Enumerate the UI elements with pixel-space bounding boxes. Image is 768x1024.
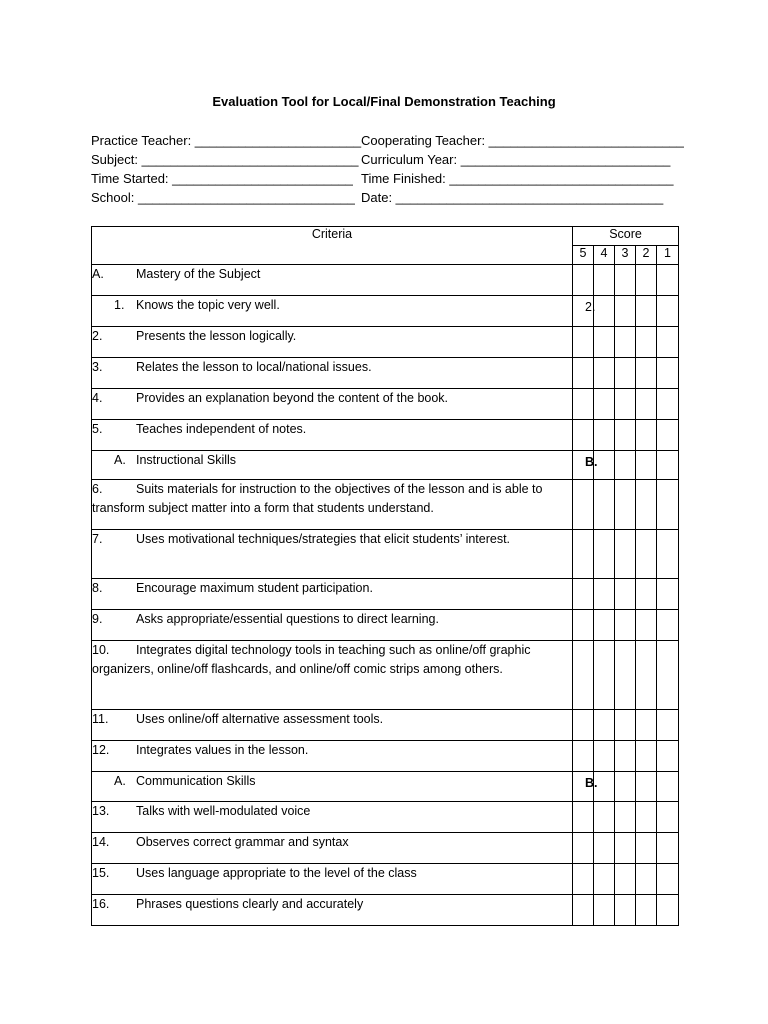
criteria-cell xyxy=(92,480,573,530)
score-cell-3[interactable] xyxy=(615,420,636,451)
score-cell-3[interactable] xyxy=(615,358,636,389)
criteria-cell xyxy=(92,296,573,327)
score-level-2: 2 xyxy=(636,246,657,265)
criteria-number: 6. xyxy=(92,482,103,496)
criteria-text: Integrates values in the lesson. xyxy=(136,743,309,757)
score-cell-5[interactable] xyxy=(573,480,594,530)
score-cell-4[interactable] xyxy=(594,641,615,710)
score-cell-3[interactable] xyxy=(615,265,636,296)
criteria-row xyxy=(92,420,679,451)
score-cell-2[interactable] xyxy=(636,641,657,710)
criteria-number: 7. xyxy=(92,532,103,546)
score-cell-1[interactable] xyxy=(657,802,679,833)
score-header: Score xyxy=(573,227,679,246)
criteria-number: 13. xyxy=(92,804,110,818)
score-cell-4[interactable] xyxy=(594,265,615,296)
criteria-cell xyxy=(92,579,573,610)
criteria-row xyxy=(92,802,679,833)
score-cell-1[interactable] xyxy=(657,265,679,296)
criteria-cell xyxy=(92,710,573,741)
criteria-number: 8. xyxy=(92,581,103,595)
criteria-text: Asks appropriate/essential questions to direct learning. xyxy=(136,612,439,626)
criteria-number: 10. xyxy=(92,643,110,657)
score-cell-3[interactable] xyxy=(615,802,636,833)
score-cell-5[interactable] xyxy=(573,265,594,296)
criteria-row xyxy=(92,741,679,772)
score-cell-5[interactable] xyxy=(573,327,594,358)
score-cell-2[interactable] xyxy=(636,265,657,296)
header-row-4 xyxy=(91,190,691,209)
score-cell-3[interactable] xyxy=(615,833,636,864)
score-cell-2[interactable] xyxy=(636,530,657,579)
score-cell-3[interactable] xyxy=(615,296,636,327)
score-mark: B. xyxy=(585,455,598,469)
score-cell-4[interactable] xyxy=(594,833,615,864)
score-cell-3[interactable] xyxy=(615,389,636,420)
score-cell-2[interactable] xyxy=(636,296,657,327)
score-cell-4[interactable] xyxy=(594,358,615,389)
score-cell-4[interactable] xyxy=(594,389,615,420)
score-cell-1[interactable] xyxy=(657,530,679,579)
score-cell-3[interactable] xyxy=(615,741,636,772)
criteria-row xyxy=(92,389,679,420)
criteria-text: Talks with well-modulated voice xyxy=(136,804,311,818)
practice-teacher-field[interactable]: Practice Teacher: _______________________ xyxy=(91,133,362,148)
criteria-row xyxy=(92,327,679,358)
score-cell-2[interactable] xyxy=(636,327,657,358)
score-cell-5[interactable] xyxy=(573,610,594,641)
criteria-row xyxy=(92,895,679,926)
criteria-number: 9. xyxy=(92,612,103,626)
criteria-cell xyxy=(92,833,573,864)
curriculum-year-field[interactable]: Curriculum Year: _____________________________ xyxy=(361,152,671,167)
score-cell-5[interactable] xyxy=(573,579,594,610)
score-cell-1[interactable] xyxy=(657,480,679,530)
criteria-text: Instructional Skills xyxy=(136,453,237,467)
score-cell-2[interactable] xyxy=(636,610,657,641)
score-cell-1[interactable] xyxy=(657,895,679,926)
score-level-3: 3 xyxy=(615,246,636,265)
score-cell-1[interactable] xyxy=(657,864,679,895)
score-cell-3[interactable] xyxy=(615,710,636,741)
score-cell-3[interactable] xyxy=(615,772,636,802)
criteria-cell xyxy=(92,327,573,358)
criteria-text: Mastery of the Subject xyxy=(136,267,261,281)
score-cell-4[interactable] xyxy=(594,741,615,772)
score-cell-1[interactable] xyxy=(657,358,679,389)
score-cell-5[interactable] xyxy=(573,741,594,772)
score-cell-5[interactable] xyxy=(573,895,594,926)
criteria-row xyxy=(92,864,679,895)
score-cell-2[interactable] xyxy=(636,741,657,772)
criteria-row xyxy=(92,833,679,864)
score-level-5: 5 xyxy=(573,246,594,265)
criteria-text: Relates the lesson to local/national issues. xyxy=(136,360,372,374)
criteria-cell xyxy=(92,420,573,451)
score-cell-5[interactable] xyxy=(573,296,594,327)
criteria-cell xyxy=(92,772,573,802)
criteria-cell xyxy=(92,358,573,389)
criteria-number: 4. xyxy=(92,391,103,405)
criteria-cell xyxy=(92,802,573,833)
score-cell-1[interactable] xyxy=(657,833,679,864)
criteria-number: 12. xyxy=(92,743,110,757)
criteria-cell xyxy=(92,864,573,895)
score-cell-5[interactable] xyxy=(573,772,598,802)
criteria-row xyxy=(92,610,679,641)
score-cell-3[interactable] xyxy=(615,327,636,358)
score-cell-2[interactable] xyxy=(636,451,657,480)
score-cell-2[interactable] xyxy=(636,420,657,451)
criteria-text: Phrases questions clearly and accurately xyxy=(136,897,364,911)
school-field[interactable]: School: ______________________________ xyxy=(91,190,355,205)
criteria-cell xyxy=(92,610,573,641)
score-cell-5[interactable] xyxy=(573,420,594,451)
criteria-text: Observes correct grammar and syntax xyxy=(136,835,349,849)
score-cell-4[interactable] xyxy=(594,451,615,480)
score-cell-5[interactable] xyxy=(573,530,594,579)
criteria-number: 5. xyxy=(92,422,103,436)
criteria-number: A. xyxy=(114,453,126,467)
criteria-row xyxy=(92,641,679,710)
score-cell-5[interactable] xyxy=(573,710,594,741)
criteria-number: 1. xyxy=(114,298,125,312)
header-row-1 xyxy=(91,133,691,152)
score-cell-3[interactable] xyxy=(615,864,636,895)
score-cell-1[interactable] xyxy=(657,741,679,772)
score-cell-3[interactable] xyxy=(615,451,636,480)
evaluation-table xyxy=(91,226,679,926)
score-cell-1[interactable] xyxy=(657,641,679,710)
score-cell-3[interactable] xyxy=(615,641,636,710)
score-cell-1[interactable] xyxy=(657,579,679,610)
criteria-text: Suits materials for instruction to the objectives of the lesson and is able to transform subject matter into a form that students understand. xyxy=(92,482,543,515)
score-level-1: 1 xyxy=(657,246,679,265)
score-cell-1[interactable] xyxy=(657,327,679,358)
criteria-text: Encourage maximum student participation. xyxy=(136,581,373,595)
score-cell-3[interactable] xyxy=(615,530,636,579)
criteria-number: 14. xyxy=(92,835,110,849)
score-cell-5[interactable] xyxy=(573,802,594,833)
score-cell-2[interactable] xyxy=(636,480,657,530)
score-mark: 2. xyxy=(585,300,596,314)
score-cell-2[interactable] xyxy=(636,579,657,610)
criteria-number: 2. xyxy=(92,329,103,343)
criteria-text: Integrates digital technology tools in teaching such as online/off graphic organizers, online/off flashcards, and online/off comic strips among others. xyxy=(92,643,531,676)
criteria-cell xyxy=(92,895,573,926)
criteria-text: Uses motivational techniques/strategies that elicit students’ interest. xyxy=(136,532,511,546)
score-cell-2[interactable] xyxy=(636,895,657,926)
score-cell-5[interactable] xyxy=(573,833,594,864)
criteria-text: Provides an explanation beyond the content of the book. xyxy=(136,391,449,405)
score-cell-4[interactable] xyxy=(594,579,615,610)
score-cell-4[interactable] xyxy=(594,480,615,530)
criteria-header: Criteria xyxy=(92,227,573,265)
criteria-text: Teaches independent of notes. xyxy=(136,422,307,436)
score-cell-4[interactable] xyxy=(594,802,615,833)
score-cell-2[interactable] xyxy=(636,389,657,420)
criteria-row xyxy=(92,772,679,802)
criteria-text: Knows the topic very well. xyxy=(136,298,280,312)
criteria-row xyxy=(92,480,679,530)
criteria-number: 3. xyxy=(92,360,103,374)
criteria-row xyxy=(92,710,679,741)
score-cell-1[interactable] xyxy=(657,772,679,802)
criteria-text: Presents the lesson logically. xyxy=(136,329,297,343)
score-cell-4[interactable] xyxy=(594,296,615,327)
score-cell-4[interactable] xyxy=(594,772,615,802)
score-cell-1[interactable] xyxy=(657,389,679,420)
subject-field[interactable]: Subject: ______________________________ xyxy=(91,152,359,167)
criteria-text: Communication Skills xyxy=(136,774,256,788)
criteria-text: Uses language appropriate to the level of the class xyxy=(136,866,417,880)
criteria-row xyxy=(92,358,679,389)
score-cell-1[interactable] xyxy=(657,610,679,641)
criteria-number: 11. xyxy=(92,712,109,726)
document-title: Evaluation Tool for Local/Final Demonstration Teaching xyxy=(212,94,556,109)
score-cell-5[interactable] xyxy=(573,358,594,389)
score-cell-3[interactable] xyxy=(615,579,636,610)
criteria-row xyxy=(92,451,679,480)
score-level-4: 4 xyxy=(594,246,615,265)
criteria-number: 15. xyxy=(92,866,110,880)
score-cell-4[interactable] xyxy=(594,610,615,641)
criteria-number: 16. xyxy=(92,897,110,911)
score-cell-2[interactable] xyxy=(636,864,657,895)
score-cell-1[interactable] xyxy=(657,710,679,741)
date-field[interactable]: Date: _____________________________________ xyxy=(361,190,664,205)
score-cell-4[interactable] xyxy=(594,895,615,926)
criteria-rows xyxy=(92,265,679,926)
score-cell-3[interactable] xyxy=(615,610,636,641)
score-cell-1[interactable] xyxy=(657,296,679,327)
criteria-cell xyxy=(92,641,573,710)
score-cell-4[interactable] xyxy=(594,710,615,741)
score-cell-5[interactable] xyxy=(573,641,594,710)
criteria-row xyxy=(92,530,679,579)
criteria-row xyxy=(92,265,679,296)
criteria-cell xyxy=(92,451,573,480)
score-cell-4[interactable] xyxy=(594,420,615,451)
criteria-text: Uses online/off alternative assessment tools. xyxy=(136,712,384,726)
score-cell-1[interactable] xyxy=(657,451,679,480)
time-finished-field[interactable]: Time Finished: _______________________________ xyxy=(361,171,674,186)
score-cell-2[interactable] xyxy=(636,358,657,389)
score-mark: B. xyxy=(585,776,598,790)
criteria-number: A. xyxy=(92,267,104,281)
score-cell-5[interactable] xyxy=(573,451,598,480)
score-cell-1[interactable] xyxy=(657,420,679,451)
score-cell-2[interactable] xyxy=(636,710,657,741)
criteria-number: A. xyxy=(114,774,126,788)
header-row-3 xyxy=(91,171,691,190)
score-cell-5[interactable] xyxy=(573,389,594,420)
score-cell-4[interactable] xyxy=(594,864,615,895)
criteria-cell xyxy=(92,530,573,579)
score-cell-3[interactable] xyxy=(615,895,636,926)
criteria-cell xyxy=(92,741,573,772)
score-cell-4[interactable] xyxy=(594,327,615,358)
criteria-row xyxy=(92,296,679,327)
header-row-2 xyxy=(91,152,691,171)
score-cell-2[interactable] xyxy=(636,802,657,833)
score-cell-2[interactable] xyxy=(636,772,657,802)
criteria-cell xyxy=(92,265,573,296)
score-cell-2[interactable] xyxy=(636,833,657,864)
cooperating-teacher-field[interactable]: Cooperating Teacher: ___________________________ xyxy=(361,133,684,148)
score-cell-3[interactable] xyxy=(615,480,636,530)
criteria-row xyxy=(92,579,679,610)
criteria-cell xyxy=(92,389,573,420)
score-cell-4[interactable] xyxy=(594,530,615,579)
score-cell-5[interactable] xyxy=(573,864,594,895)
time-started-field[interactable]: Time Started: _________________________ xyxy=(91,171,353,186)
